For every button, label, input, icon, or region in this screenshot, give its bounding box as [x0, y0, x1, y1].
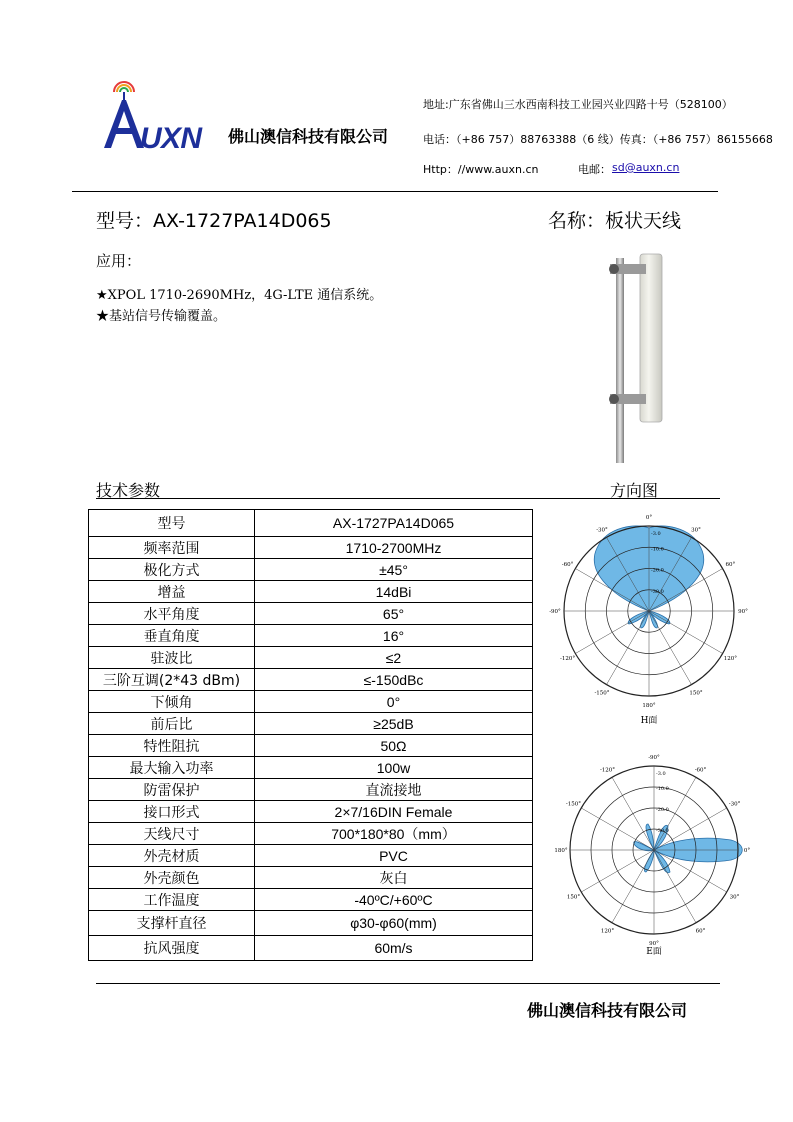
spec-row	[89, 779, 533, 801]
spec-row	[89, 735, 533, 757]
polar-ring-label: -3.0	[651, 530, 661, 537]
polar-angle-label: -30°	[596, 527, 608, 534]
spec-row	[89, 823, 533, 845]
spec-row	[89, 559, 533, 581]
logo-text: UXN	[140, 122, 202, 155]
application-item: ★基站信号传输覆盖。	[96, 309, 227, 324]
spec-row	[89, 669, 533, 691]
polar-angle-label: -60°	[694, 767, 707, 774]
spec-key: 型号	[89, 510, 255, 537]
spec-value: AX-1727PA14D065	[255, 510, 533, 537]
polar-angle-label: -150°	[594, 690, 610, 697]
spec-key: 外壳颜色	[89, 867, 255, 889]
spec-row	[89, 691, 533, 713]
polar-caption: E面	[646, 947, 662, 957]
spec-value: ≥25dB	[255, 713, 533, 735]
polar-ring-label: -10.0	[656, 786, 669, 792]
polar-angle-label: 30°	[729, 894, 740, 901]
spec-row	[89, 936, 533, 961]
polar-angle-label: -30°	[728, 801, 741, 808]
company-phone: 电话：（+86 757）88763388（6 线）传真：（+86 757）86155668	[423, 133, 773, 146]
polar-spoke	[607, 611, 650, 685]
spec-value: ±45°	[255, 559, 533, 581]
spec-row	[89, 801, 533, 823]
polar-ring-label: -10.0	[651, 546, 664, 553]
header-divider	[72, 191, 718, 192]
spec-key: 抗风强度	[89, 936, 255, 961]
tech-params-heading: 技术参数	[96, 481, 161, 500]
spec-value: -40ºC/+60ºC	[255, 889, 533, 911]
polar-spoke	[649, 611, 692, 685]
polar-angle-label: 60°	[725, 562, 736, 568]
spec-row	[89, 603, 533, 625]
spec-row	[89, 757, 533, 779]
polar-angle-label: 60°	[695, 928, 706, 935]
spec-value: PVC	[255, 845, 533, 867]
spec-row	[89, 845, 533, 867]
product-name: 名称：板状天线	[548, 210, 682, 232]
application-label: 应用：	[96, 252, 142, 270]
spec-key: 三阶互调(2*43 dBm)	[89, 669, 255, 691]
footer-divider	[96, 983, 720, 984]
spec-value: 60m/s	[255, 936, 533, 961]
polar-caption: H面	[640, 716, 658, 726]
spec-key: 驻波比	[89, 647, 255, 669]
company-address: 地址:广东省佛山三水西南科技工业园兴业四路十号（528100）	[423, 98, 733, 111]
spec-row	[89, 537, 533, 559]
polar-angle-label: -60°	[561, 562, 574, 568]
polar-spoke	[649, 611, 723, 654]
polar-angle-label: -90°	[648, 755, 660, 761]
polar-angle-label: 90°	[649, 941, 659, 947]
spec-key: 外壳材质	[89, 845, 255, 867]
polar-angle-label: -120°	[560, 656, 576, 662]
spec-key: 水平角度	[89, 603, 255, 625]
spec-key: 工作温度	[89, 889, 255, 911]
spec-value: 灰白	[255, 867, 533, 889]
spec-value: ≤2	[255, 647, 533, 669]
spec-value: φ30-φ60(mm)	[255, 911, 533, 936]
spec-row	[89, 911, 533, 936]
polar-angle-label: -150°	[565, 801, 582, 808]
spec-value: 14dBi	[255, 581, 533, 603]
spec-key: 最大输入功率	[89, 757, 255, 779]
polar-spoke	[575, 611, 649, 654]
spec-row	[89, 647, 533, 669]
email-label: 电邮：	[578, 163, 611, 176]
company-logo	[100, 72, 205, 155]
polar-angle-label: -120°	[599, 767, 616, 774]
radiation-pattern-heading: 方向图	[610, 481, 659, 500]
footer-company-name: 佛山澳信科技有限公司	[527, 1001, 688, 1020]
polar-angle-label: 180°	[554, 848, 568, 854]
spec-value: 0°	[255, 691, 533, 713]
polar-angle-label: 150°	[689, 690, 703, 697]
polar-angle-label: 30°	[691, 527, 701, 534]
polar-angle-label: 0°	[743, 848, 751, 854]
spec-key: 垂直角度	[89, 625, 255, 647]
spec-key: 特性阻抗	[89, 735, 255, 757]
email-link[interactable]: sd@auxn.cn	[612, 161, 680, 174]
polar-angle-label: 120°	[600, 928, 615, 935]
spec-row	[89, 713, 533, 735]
polar-angle-label: 180°	[642, 703, 656, 709]
spec-key: 前后比	[89, 713, 255, 735]
polar-ring-label: -3.0	[656, 770, 666, 777]
spec-row	[89, 867, 533, 889]
spec-value: 1710-2700MHz	[255, 537, 533, 559]
spec-value: 16°	[255, 625, 533, 647]
section-divider	[96, 498, 720, 499]
polar-spoke	[581, 808, 654, 850]
spec-key: 下倾角	[89, 691, 255, 713]
antenna-image	[598, 252, 678, 467]
polar-ring-label: -20.0	[656, 807, 669, 813]
spec-row	[89, 510, 533, 537]
h-plane-pattern	[545, 515, 748, 728]
spec-value: 50Ω	[255, 735, 533, 757]
polar-angle-label: 120°	[723, 656, 738, 662]
spec-key: 接口形式	[89, 801, 255, 823]
company-name: 佛山澳信科技有限公司	[228, 127, 389, 146]
radiation-lobe	[634, 824, 743, 873]
spec-key: 增益	[89, 581, 255, 603]
spec-key: 频率范围	[89, 537, 255, 559]
spec-table	[88, 509, 533, 961]
spec-value: ≤-150dBc	[255, 669, 533, 691]
company-website[interactable]: Http：//www.auxn.cn	[423, 163, 539, 176]
spec-key: 支撑杆直径	[89, 911, 255, 936]
spec-key: 天线尺寸	[89, 823, 255, 845]
polar-angle-label: 150°	[566, 894, 581, 901]
spec-row	[89, 889, 533, 911]
spec-key: 极化方式	[89, 559, 255, 581]
spec-value: 100w	[255, 757, 533, 779]
polar-ring-label: -30.0	[656, 828, 669, 834]
polar-ring-label: -30.0	[651, 588, 664, 595]
spec-row	[89, 625, 533, 647]
spec-value: 2×7/16DIN Female	[255, 801, 533, 823]
spec-value: 700*180*80（mm）	[255, 823, 533, 845]
polar-angle-label: 0°	[645, 515, 653, 521]
application-item: ★XPOL 1710-2690MHz，4G-LTE 通信系统。	[96, 288, 383, 303]
polar-ring-label: -20.0	[651, 567, 664, 574]
polar-spoke	[581, 850, 654, 892]
polar-spoke	[612, 850, 654, 923]
polar-spoke	[612, 777, 654, 850]
spec-value: 65°	[255, 603, 533, 625]
spec-key: 防雷保护	[89, 779, 255, 801]
e-plane-pattern	[554, 755, 752, 958]
polar-angle-label: 90°	[738, 609, 748, 615]
product-model: 型号：AX-1727PA14D065	[96, 210, 332, 232]
spec-row	[89, 581, 533, 603]
spec-value: 直流接地	[255, 779, 533, 801]
polar-angle-label: -90°	[549, 609, 561, 615]
